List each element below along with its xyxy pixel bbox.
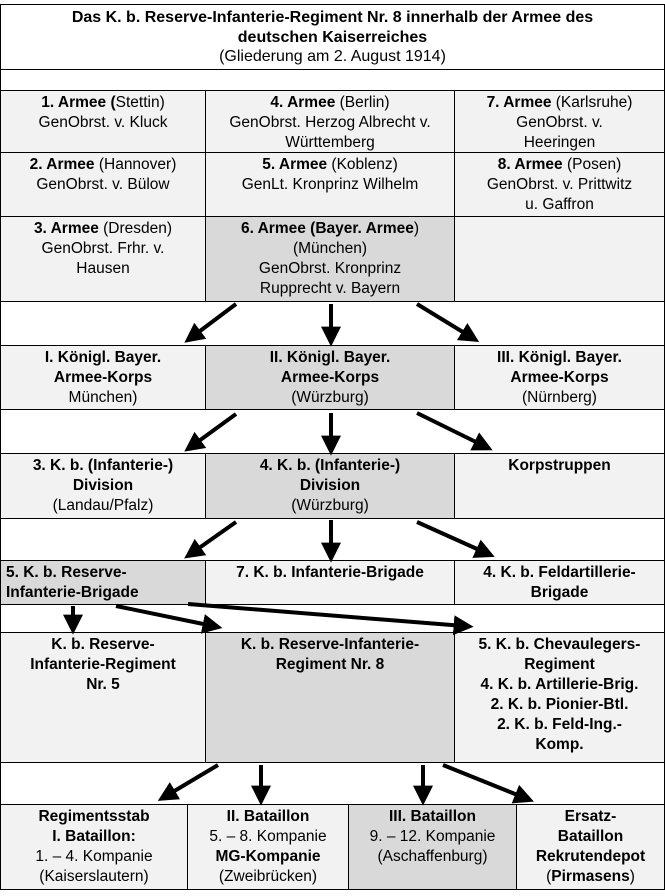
battalion-III: III. Bataillon 9. – 12. Kompanie (Aschaffenburg) (348, 804, 517, 890)
army-6: 6. Armee (Bayer. Armee) (München) GenObrst. Kronprinz Rupprecht v. Bayern (205, 216, 455, 302)
brigade-4-artillery: 4. K. b. Feldartillerie- Brigade (454, 560, 665, 605)
brigade-other-units: 5. K. b. Chevaulegers- Regiment 4. K. b. Artillerie-Brig. 2. K. b. Pionier-Btl. 2. K. b. Feld-Ing.- Komp. (454, 632, 665, 763)
arrow-brig5-reg8 (116, 606, 213, 626)
regiment-5: K. b. Reserve- Infanterie-Regiment Nr. 5 (0, 632, 206, 763)
corps-troops: Korpstruppen (454, 453, 665, 519)
arrow-div4-brig5 (192, 522, 236, 553)
brigade-7: 7. K. b. Infanterie-Brigade (205, 560, 455, 605)
arrow-brig5-other (188, 604, 464, 626)
army-5: 5. Armee (Koblenz) GenLt. Kronprinz Wilhelm (205, 152, 455, 217)
regiment-8: K. b. Reserve-Infanterie- Regiment Nr. 8 (205, 632, 455, 763)
corps-3: III. Königl. Bayer. Armee-Korps (Nürnberg) (454, 345, 665, 410)
arrow-div4-brig4 (417, 522, 486, 553)
division-3: 3. K. b. (Infanterie-) Division (Landau/Pfalz) (0, 453, 206, 519)
arrow-reg8-ersatz (443, 765, 525, 798)
corps-2: II. Königl. Bayer. Armee-Korps (Würzburg) (205, 345, 455, 410)
division-4: 4. K. b. (Infanterie-) Division (Würzburg) (205, 453, 455, 519)
arrow-corps2-div3 (192, 414, 236, 446)
army-4: 4. Armee (Berlin) GenObrst. Herzog Albrecht v. Württemberg (205, 90, 455, 153)
arrow-army6-corps1 (192, 304, 236, 337)
corps-1: I. Königl. Bayer. Armee-Korps München) (0, 345, 206, 410)
arrow-army6-corps3 (417, 304, 471, 337)
army-1: 1. Armee (Stettin) GenObrst. v. Kluck (0, 90, 206, 153)
battalion-II: II. Bataillon 5. – 8. Kompanie MG-Kompanie (Zweibrücken) (187, 804, 349, 890)
title-line-1: Das K. b. Reserve-Infanterie-Regiment Nr. 8 innerhalb der Armee des (71, 9, 594, 26)
title-line-2: deutschen Kaiserreiches (237, 28, 428, 46)
title-line-3: (Gliederung am 2. August 1914) (219, 48, 446, 65)
battalion-ersatz: Ersatz- Bataillon Rekrutendepot (Pirmasens) (516, 804, 665, 890)
army-8: 8. Armee (Posen) GenObrst. v. Prittwitz u. Gaffron (454, 152, 665, 217)
brigade-5-reserve: 5. K. b. Reserve- Infanterie-Brigade (0, 560, 206, 605)
army-3: 3. Armee (Dresden) GenObrst. Frhr. v. Hausen (0, 216, 206, 302)
army-2: 2. Armee (Hannover) GenObrst. v. Bülow (0, 152, 206, 217)
battalion-staff-I: Regimentsstab I. Bataillon: 1. – 4. Kompanie (Kaiserslautern) (0, 804, 188, 890)
army-7: 7. Armee (Karlsruhe) GenObrst. v. Heeringen (454, 90, 665, 153)
arrow-reg8-stab (166, 765, 218, 796)
arrow-corps2-troops (417, 413, 484, 446)
